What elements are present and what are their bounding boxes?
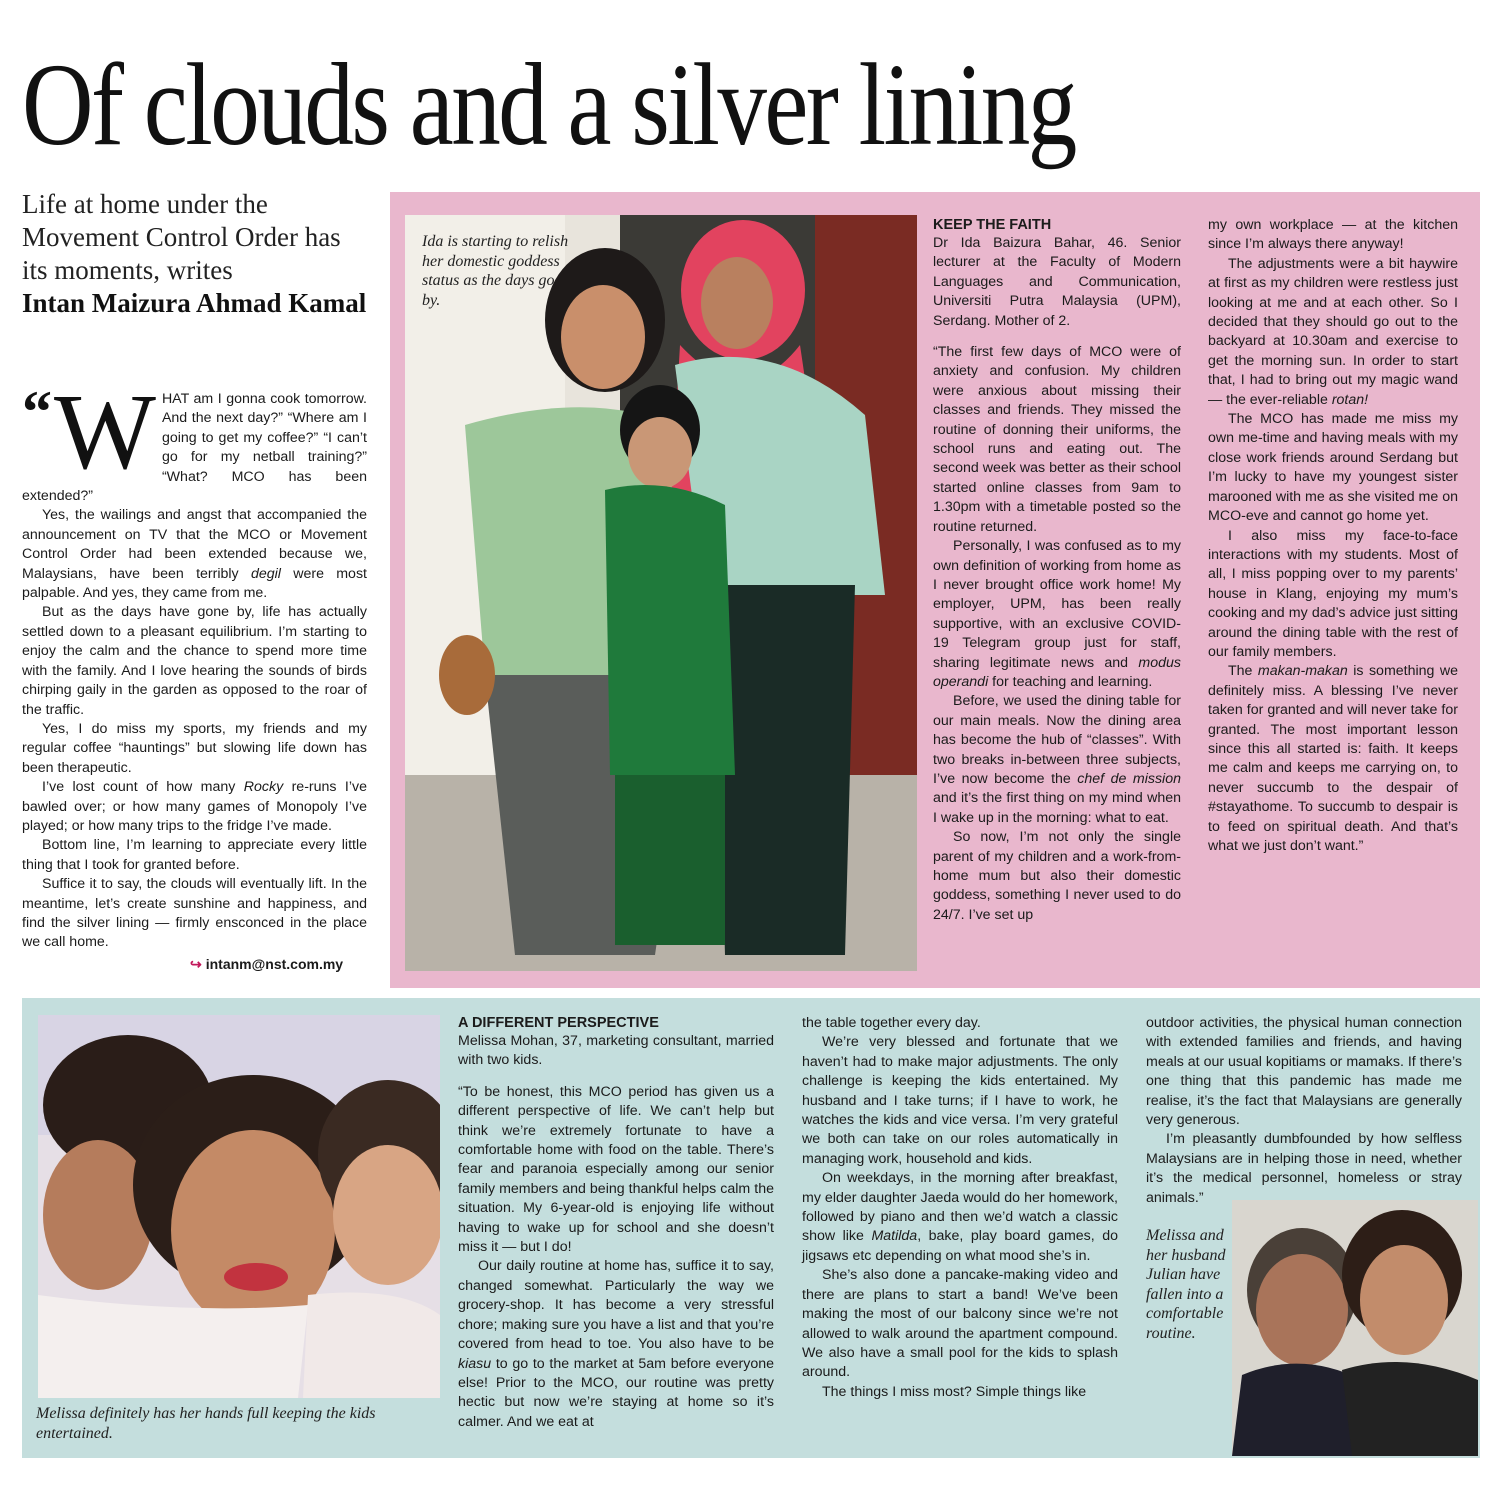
standfirst: Life at home under the Movement Control Order has its moments, writes bbox=[22, 189, 341, 285]
reply-arrow-icon: ↪ bbox=[190, 956, 202, 972]
perspective-col2-continuation: the table together every day. bbox=[802, 1015, 981, 1031]
faith-col2-paragraph-4: The makan-makan is something we definitely miss. A blessing I’ve never taken for granted and will never take for granted. The most important lesson since this all started is: faith. It keeps me calm and keeps me carrying on, to never succumb to the despair of #stayathome. To succumb to despair is to feed on spiritual death. And that’s what we just don’t want.” bbox=[1208, 663, 1459, 854]
faith-col2-continuation: my own workplace — at the kitchen since I’m always there anyway! bbox=[1208, 217, 1458, 253]
lead-paragraph-7: Suffice it to say, the clouds will eventually lift. In the meantime, let’s create sunshine and happiness, and find the silver lining — firmly ensconced in the place we call home. bbox=[22, 876, 367, 951]
faith-paragraph-2: Personally, I was confused as to my own definition of working from home as I never brought office work home! My employer, UPM, has been really supportive, with an exclusive COVID-19 Telegram group just for staff, sharing legitimate news and modus operandi for teaching and learning. bbox=[933, 538, 1181, 690]
different-perspective-subhead: A DIFFERENT PERSPECTIVE bbox=[458, 1015, 659, 1031]
lead-paragraph-5: I’ve lost count of how many Rocky re-runs I’ve bawled over; or how many games of Monopoly I’ve played; or how many trips to the fridge I’ve made. bbox=[22, 779, 367, 834]
faith-col2-paragraph-3: I also miss my face-to-face interactions with my students. Most of all, I miss popping over to my parents’ house in Klang, enjoying my mum’s cooking and my dad’s advice just sitting around the dining table with the rest of our family members. bbox=[1208, 527, 1458, 660]
perspective-col3-paragraph-1: I’m pleasantly dumbfounded by how selfless Malaysians are in helping those in need, whether it’s the medical personnel, homeless or stray animals.” bbox=[1146, 1131, 1462, 1206]
melissa-photo-caption: Melissa definitely has her hands full keeping the kids entertained. bbox=[36, 1405, 376, 1442]
lead-paragraph-3: But as the days have gone by, life has actually settled down to a pleasant equilibrium. I’m starting to enjoy the calm and the chance to spend more time with the family. And I love hearing the sounds of birds chirping gaily in the garden as opposed to the roar of the traffic. bbox=[22, 604, 367, 718]
melissa-kids-photo bbox=[38, 1015, 440, 1398]
lead-paragraph-4: Yes, I do miss my sports, my friends and my regular coffee “hauntings” but slowing life down has been therapeutic. bbox=[22, 720, 367, 776]
faith-col2-paragraph-1: The adjustments were a bit haywire at first as my children were restless just looking at me and at each other. So I decided that they should go out to the backyard at 10.30am and exercise to get the morning sun. In order to start that, I had to bring out my magic wand — the ever-reliable rotan! bbox=[1208, 255, 1458, 408]
headline: Of clouds and a silver lining bbox=[22, 39, 1075, 170]
perspective-paragraph-2: Our daily routine at home has, suffice it to say, changed somewhat. Particularly the way we grocery-shop. It has become a very stressful chore; making sure you have a list and that you’re covered from head to toe. You also have to be kiasu to go to the market at 5am before everyone else! Prior to the MCO, our routine was pretty hectic but now we’re staying at home so it’s calmer. And we eat at bbox=[458, 1258, 774, 1430]
family-photo bbox=[405, 215, 917, 971]
perspective-column-1 bbox=[458, 1014, 774, 1432]
perspective-column-2 bbox=[802, 1014, 1118, 1402]
family-photo-caption: Ida is starting to relish her domestic goddess status as the days go by. bbox=[422, 233, 569, 309]
perspective-column-3 bbox=[1146, 1014, 1462, 1208]
lead-p1-text: HAT am I gonna cook tomorrow. And the next day?” “Where am I going to get my coffee?” “I can’t go for my netball training?” “What? MCO has been extended?” bbox=[22, 391, 367, 505]
faith-col2-paragraph-2: The MCO has made me miss my own me-time and having meals with my close work friends around Serdang but I’m lucky to have my youngest sister marooned with me as she visited me on MCO-eve and cannot go home yet. bbox=[1208, 411, 1458, 525]
perspective-paragraph-1: “To be honest, this MCO period has given us a different perspective of life. We can’t help but think we’re extremely fortunate to have a comfortable home with food on the table. There’s fear and paranoia especially among our senior family members and being thankful helps calm the situation. My 6-year-old is enjoying life without having to wake up for school and she doesn’t miss it — but I do! bbox=[458, 1083, 774, 1256]
couple-photo bbox=[1232, 1200, 1478, 1456]
opening-quote-mark: “ bbox=[22, 379, 52, 445]
faith-paragraph-3: Before, we used the dining table for our main meals. Now the dining area has become the hub of “classes”. With two breaks in-between three subjects, I’ve now become the chef de mission and it’s the first thing on my mind when I wake up in the morning: what to eat. bbox=[933, 693, 1181, 826]
lead-paragraph-2: Yes, the wailings and angst that accompanied the announcement on TV that the MCO or Movement Control Order had been extended because we, Malaysians, have been terribly degil were most palpable. And yes, they came from me. bbox=[22, 507, 367, 602]
faith-intro: Dr Ida Baizura Bahar, 46. Senior lecturer at the Faculty of Modern Languages and Communication, Universiti Putra Malaysia (UPM), Serdang. Mother of 2. bbox=[933, 235, 1181, 329]
byline: Intan Maizura Ahmad Kamal bbox=[22, 288, 367, 318]
author-email[interactable]: ↪ intanm@nst.com.my bbox=[190, 956, 344, 972]
perspective-col2-paragraph-2: On weekdays, in the morning after breakfast, my elder daughter Jaeda would do her homework, followed by piano and then we’d watch a classic show like Matilda, bake, play board games, do jigsaws etc depending on what mood she’s in. bbox=[802, 1170, 1118, 1264]
faith-paragraph-1: “The first few days of MCO were of anxiety and confusion. My children were anxious about missing their classes and friends. They missed the routine of donning their uniforms, the school runs and eating out. The second week was better as their school started online classes from 9am to 1.30pm with a timetable posted so the routine returned. bbox=[933, 344, 1181, 535]
faith-column-2 bbox=[1208, 216, 1458, 856]
lead-paragraph-6: Bottom line, I’m learning to appreciate every little thing that I took for granted before. bbox=[22, 837, 367, 873]
perspective-col3-continuation: outdoor activities, the physical human connection with extended families and friends, and having meals at our usual kopitiams or mamaks. If there’s one thing that this pandemic has made me realise, it’s the fact that Malaysians are generally very generous. bbox=[1146, 1015, 1462, 1129]
perspective-intro: Melissa Mohan, 37, marketing consultant, married with two kids. bbox=[458, 1033, 774, 1069]
faith-paragraph-4: So now, I’m not only the single parent of my children and a work-from-home mum but also their domestic goddess, something I never used to do 24/7. I’ve set up bbox=[933, 829, 1181, 923]
couple-photo-caption: Melissa and her husband Julian have fallen into a comfortable routine. bbox=[1146, 1227, 1226, 1342]
lead-paragraph-1 bbox=[22, 373, 367, 506]
keep-the-faith-subhead: KEEP THE FAITH bbox=[933, 217, 1052, 233]
perspective-col2-paragraph-4: The things I miss most? Simple things like bbox=[822, 1383, 1087, 1400]
perspective-col2-paragraph-1: We’re very blessed and fortunate that we haven’t had to make major adjustments. The only challenge is keeping the kids entertained. My husband and I take turns; if I have to work, he watches the kids and vice versa. I’m very grateful we both can take on our roles automatically in managing work, household and kids. bbox=[802, 1034, 1118, 1167]
lead-column bbox=[22, 373, 367, 953]
drop-cap: W bbox=[54, 373, 156, 492]
perspective-col2-paragraph-3: She’s also done a pancake-making video and there are plans to start a band! We’ve been making the most of our balcony since we’re not allowed to walk around the apartment compound. We also have a small pool for the kids to splash around. bbox=[802, 1267, 1118, 1381]
faith-column-1 bbox=[933, 216, 1181, 925]
